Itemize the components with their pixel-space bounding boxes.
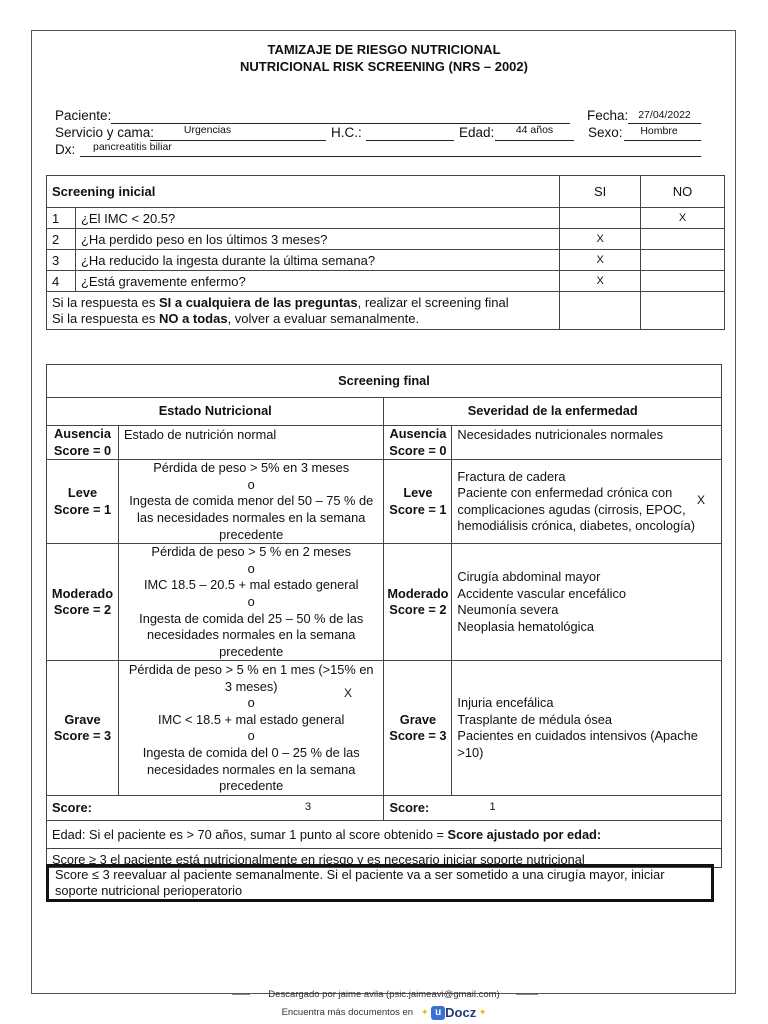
criteria-or: o	[247, 593, 255, 609]
question-imc: ¿El IMC < 20.5?	[75, 208, 559, 229]
level-moderado	[47, 544, 119, 661]
fecha-field[interactable]	[628, 123, 701, 124]
criteria-line: Ingesta de comida menor del 50 – 75 % de las necesidades normales en la semana precedente	[129, 493, 374, 542]
row-number: 2	[47, 229, 76, 250]
note-bold: Score ajustado por edad:	[447, 826, 602, 842]
level-score: Score = 0	[389, 442, 447, 458]
criteria-line: Trasplante de médula ósea	[457, 711, 613, 727]
hc-label: H.C.:	[331, 125, 362, 140]
sexo-field[interactable]	[624, 140, 701, 141]
criteria-line: Ingesta de comida del 25 – 50 % de las necesidades normales en la semana precedente	[139, 610, 364, 659]
criteria-or: o	[247, 695, 255, 711]
sev-level-leve	[384, 460, 452, 544]
score-nutricional-value[interactable]: 3	[305, 801, 312, 814]
nut-grave	[118, 661, 383, 796]
row-number: 1	[47, 208, 76, 229]
criteria-line: Cirugía abdominal mayor	[457, 569, 601, 585]
dx-value: pancreatitis biliar	[93, 141, 172, 153]
score-nutricional	[47, 796, 384, 821]
level-score: Score = 3	[389, 728, 447, 744]
table-row	[47, 208, 725, 229]
sev-ausencia: Necesidades nutricionales normales	[452, 426, 722, 460]
sparkle-icon: ✦	[478, 1007, 487, 1018]
sev-level-grave	[384, 661, 452, 796]
score-severidad-value[interactable]: 1	[489, 801, 496, 814]
criteria-or: o	[247, 476, 255, 492]
sexo-value: Hombre	[640, 125, 678, 137]
edad-value: 44 años	[515, 124, 554, 136]
criteria-line: Accidente vascular encefálico	[457, 585, 627, 601]
criteria-line: IMC < 18.5 + mal estado general	[158, 711, 345, 727]
level-score: Score = 1	[53, 501, 112, 517]
footer-download: Descargado por jaime avila (psic.jaimeavi@gmail.com)	[268, 989, 500, 1000]
sev-moderado	[452, 544, 722, 661]
level-score: Score = 3	[53, 728, 112, 744]
empty-cell	[560, 292, 641, 330]
edad-note	[47, 821, 722, 849]
answer-no-1[interactable]: X	[641, 208, 725, 229]
form-subtitle: NUTRICIONAL RISK SCREENING (NRS – 2002)	[240, 59, 528, 74]
leve-mark[interactable]: X	[697, 493, 706, 507]
answer-no-4[interactable]	[641, 271, 725, 292]
sparkle-icon: ✦	[420, 1007, 429, 1018]
nut-ausencia: Estado de nutrición normal	[118, 426, 383, 460]
answer-no-3[interactable]	[641, 250, 725, 271]
answer-si-3[interactable]: X	[560, 250, 641, 271]
nut-leve	[118, 460, 383, 544]
level-leve	[47, 460, 119, 544]
level-ausencia	[47, 426, 119, 460]
level-score: Score = 0	[53, 442, 112, 458]
criteria-line: Pérdida de peso > 5 % en 2 meses	[151, 544, 351, 560]
initial-si-header: SI	[560, 176, 641, 208]
row-number: 3	[47, 250, 76, 271]
fecha-label: Fecha:	[587, 108, 629, 123]
level-name: Ausencia	[389, 426, 447, 441]
criteria-line: Ingesta de comida del 0 – 25 % de las necesidades normales en la semana precedente	[142, 744, 360, 794]
level-name: Leve	[67, 485, 98, 501]
paciente-label: Paciente:	[55, 108, 112, 123]
question-enfermo: ¿Está gravemente enfermo?	[75, 271, 559, 292]
sev-leve	[452, 460, 722, 544]
empty-cell	[641, 292, 725, 330]
udocz-brand[interactable]: Docz	[445, 1005, 477, 1020]
servicio-label: Servicio y cama:	[55, 125, 155, 140]
conclusion-reevaluar: Score ≤ 3 reevaluar al paciente semanalmente. Si el paciente va a ser sometido a una cirugía mayor, iniciar soporte nutricional perioperatorio	[46, 864, 714, 902]
col-severidad: Severidad de la enfermedad	[384, 398, 722, 426]
sev-level-moderado	[384, 544, 452, 661]
answer-si-4[interactable]: X	[560, 271, 641, 292]
sev-level-ausencia	[384, 426, 452, 460]
dx-label: Dx:	[55, 142, 76, 157]
note-text: , realizar el screening final	[357, 294, 509, 310]
sev-grave	[452, 661, 722, 796]
footer-more-text: Encuentra más documentos en	[281, 1007, 414, 1019]
table-row	[47, 250, 725, 271]
table-row	[47, 271, 725, 292]
criteria-line: Fractura de cadera	[457, 468, 566, 484]
hc-field[interactable]	[366, 140, 454, 141]
servicio-value: Urgencias	[183, 124, 232, 136]
criteria-line: Neoplasia hematológica	[457, 618, 595, 634]
criteria-line: Pérdida de peso > 5% en 3 meses	[153, 460, 350, 476]
note-bold: SI a cualquiera de las preguntas	[158, 294, 358, 310]
level-score: Score = 1	[389, 501, 447, 517]
initial-title: Screening inicial	[47, 176, 560, 208]
criteria-line: Paciente con enfermedad crónica con complicaciones agudas (cirrosis, EPOC, hemodiálisis crónica, diabetes, oncología)	[457, 485, 696, 534]
criteria-or: o	[247, 560, 255, 576]
note-text: Si la respuesta es	[52, 310, 159, 326]
row-number: 4	[47, 271, 76, 292]
footer-more	[0, 1005, 768, 1020]
dx-field[interactable]	[80, 156, 701, 157]
level-name: Grave	[399, 711, 437, 727]
final-title: Screening final	[47, 365, 722, 398]
form-title: TAMIZAJE DE RIESGO NUTRICIONAL	[267, 42, 501, 57]
note-text: Si la respuesta es	[52, 294, 159, 310]
score-label: Score:	[389, 800, 430, 816]
initial-screening-table	[46, 175, 725, 330]
fecha-value: 27/04/2022	[638, 109, 691, 121]
answer-si-2[interactable]: X	[560, 229, 641, 250]
initial-instructions	[47, 292, 560, 330]
col-estado-nutricional: Estado Nutricional	[47, 398, 384, 426]
servicio-field[interactable]	[150, 140, 326, 141]
table-row	[47, 229, 725, 250]
answer-si-1[interactable]	[560, 208, 641, 229]
conclusion-riesgo: Score ≥ 3 el paciente está nutricionalmente en riesgo y es necesario iniciar soporte nutricional	[47, 849, 722, 868]
initial-no-header: NO	[641, 176, 725, 208]
sexo-label: Sexo:	[588, 125, 623, 140]
criteria-line: IMC 18.5 – 20.5 + mal estado general	[143, 577, 359, 593]
grave-mark[interactable]: X	[344, 686, 353, 700]
question-peso: ¿Ha perdido peso en los últimos 3 meses?	[75, 229, 559, 250]
criteria-line: Pérdida de peso > 5 % en 1 mes (>15% en 3 meses)	[128, 661, 374, 694]
level-name: Leve	[403, 485, 433, 501]
edad-field[interactable]	[495, 140, 574, 141]
edad-label: Edad:	[459, 125, 495, 140]
criteria-or: o	[247, 728, 255, 744]
note-text: , volver a evaluar semanalmente.	[227, 310, 420, 326]
note-bold: NO a todas	[158, 310, 228, 326]
question-ingesta: ¿Ha reducido la ingesta durante la última semana?	[75, 250, 559, 271]
level-score: Score = 2	[53, 602, 112, 618]
answer-no-2[interactable]	[641, 229, 725, 250]
final-screening-table	[46, 364, 722, 868]
udocz-logo-icon[interactable]: u	[431, 1006, 445, 1020]
level-score: Score = 2	[389, 602, 447, 618]
criteria-line: Pacientes en cuidados intensivos (Apache >10)	[457, 728, 698, 760]
criteria-line: Neumonía severa	[457, 602, 559, 618]
level-name: Moderado	[387, 585, 449, 601]
score-severidad	[384, 796, 722, 821]
level-name: Ausencia	[54, 426, 111, 441]
nut-moderado	[118, 544, 383, 661]
level-name: Moderado	[51, 585, 114, 601]
score-label: Score:	[52, 800, 92, 816]
note-text: Edad: Si el paciente es > 70 años, sumar 1 punto al score obtenido =	[52, 826, 448, 842]
criteria-line: Injuria encefálica	[457, 695, 554, 711]
level-name: Grave	[64, 711, 101, 727]
level-grave	[47, 661, 119, 796]
